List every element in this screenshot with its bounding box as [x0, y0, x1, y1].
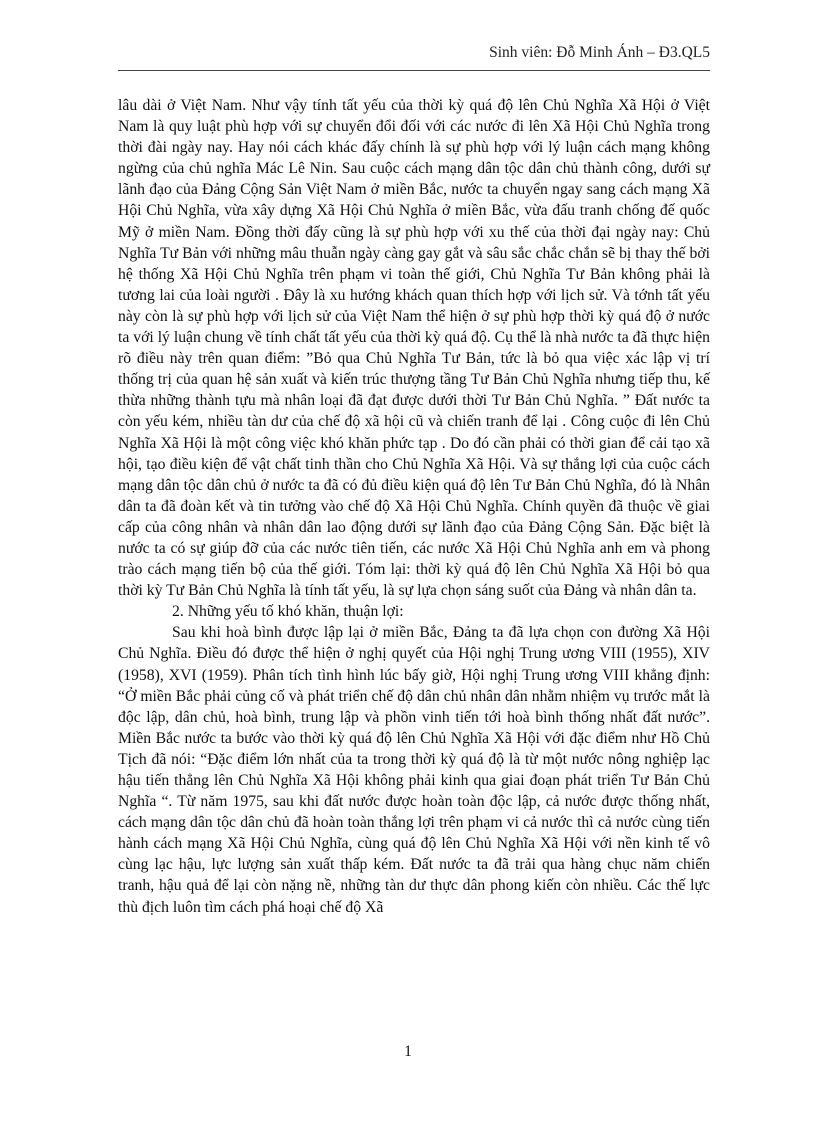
header-divider: [118, 70, 710, 71]
paragraph-continuation: lâu dài ở Việt Nam. Như vậy tính tất yếu của thời kỳ quá độ lên Chủ Nghĩa Xã Hội ở Việt Nam là quy luật phù hợp với sự chuyển đổi đối với các nước đi lên Xã Hội Chủ Nghĩa trong thời đài ngày nay. Hay nói cách khác đấy chính là sự phù hợp với lý luận cách mạng không ngừng của chủ nghĩa Mác Lê Nin. Sau cuộc cách mạng dân tộc dân chủ thành công, dưới sự lãnh đạo của Đảng Cộng Sản Việt Nam ở miền Bắc, nước ta chuyển ngay sang cách mạng Xã Hội Chủ Nghĩa, vừa xây dựng Xã Hội Chủ Nghĩa ở miền Bắc, vừa đấu tranh chống đế quốc Mỹ ở miền Nam. Đồng thời đấy cũng là sự phù hợp với xu thế của thời đại ngày nay: Chủ Nghĩa Tư Bản với những mâu thuẫn ngày càng gay gắt và sâu sắc chắc chắn sẽ bị thay thế bởi hệ thống Xã Hội Chủ Nghĩa trên phạm vi toàn thế giới, Chủ Nghĩa Tư Bản không phải là tương lai của loài người . Đây là xu hướng khách quan thích hợp với lịch sử. Và tớnh tất yếu này còn là sự phù hợp với lịch sử của Việt Nam thể hiện ở sự phù hợp thời kỳ quá độ ở nước ta với lý luận chung về tính chất tất yếu của thời kỳ quá độ. Cụ thể là nhà nước ta đã thực hiện rõ điều này trên quan điểm: ”Bỏ qua Chủ Nghĩa Tư Bản, tức là bỏ qua việc xác lập vị trí thống trị của quan hệ sản xuất và kiến trúc thượng tầng Tư Bản Chủ Nghĩa nhưng tiếp thu, kế thừa những thành tựu mà nhân loại đã đạt được dưới thời Tư Bản Chủ Nghĩa. ” Đất nước ta còn yếu kém, nhiều tàn dư của chế độ xã hội cũ và chiến tranh để lại . Công cuộc đi lên Chủ Nghĩa Xã Hội là một công việc khó khăn phức tạp . Do đó cần phải có thời gian để cải tạo xã hội, tạo điều kiện để vật chất tinh thần cho Chủ Nghĩa Xã Hội. Và sự thắng lợi của cuộc cách mạng dân tộc dân chủ ở nước ta đã có đủ điều kiện quá độ lên Tư Bản Chủ Nghĩa, đó là Nhân dân ta đã đoàn kết và tin tưởng vào chế độ Xã Hội Chủ Nghĩa. Chính quyền đã thuộc về giai cấp của công nhân và nhân dân lao động dưới sự lãnh đạo của Đảng Cộng Sản. Đặc biệt là nước ta có sự giúp đỡ của các nước tiên tiến, các nước Xã Hội Chủ Nghĩa anh em và phong trào cách mạng tiến bộ của thế giới. Tóm lại: thời kỳ quá độ lên Chủ Nghĩa Xã Hội bỏ qua thời kỳ Tư Bản Chủ Nghĩa là tính tất yếu, là sự lựa chọn sáng suốt của Đảng và nhân dân ta.: [118, 97, 710, 600]
section-heading: 2. Những yếu tố khó khăn, thuận lợi:: [172, 603, 404, 621]
page-header: Sinh viên: Đỗ Minh Ánh – Đ3.QL5: [489, 44, 710, 61]
paragraph: Sau khi hoà bình được lập lại ở miền Bắc, Đảng ta đã lựa chọn con đường Xã Hội Chủ Nghĩa. Điều đó được thể hiện ở nghị quyết của Hội nghị Trung ương VIII (1955), XIV (1958), XVI (1959). Phân tích tình hình lúc bấy giờ, Hội nghị Trung ương VIII khẳng định: “Ở miền Bắc phải củng cố và phát triển chế độ dân chủ nhân dân nhằm nhiệm vụ trước mắt là độc lập, dân chủ, hoà bình, trung lập và phồn vinh tiến tới hoà bình thống nhất đất nước”. Miền Bắc nước ta bước vào thời kỳ quá độ lên Chủ Nghĩa Xã Hội với đặc điểm như Hồ Chủ Tịch đã nói: “Đặc điểm lớn nhất của ta trong thời kỳ quá độ là từ một nước nông nghiệp lạc hậu tiến thẳng lên Chủ Nghĩa Xã Hội không phải kinh qua giai đoạn phát triển Tư Bản Chủ Nghĩa “. Từ năm 1975, sau khi đất nước được hoàn toàn độc lập, cả nước được thống nhất, cách mạng dân tộc dân chủ đã hoàn toàn thắng lợi trên phạm vi cả nước thì cả nước cùng tiến hành cách mạng Xã Hội Chủ Nghĩa, cùng quá độ lên Chủ Nghĩa Xã Hội với nền kinh tế vô cùng lạc hậu, lực lượng sản xuất thấp kém. Đất nước ta đã trải qua hàng chục năm chiến tranh, hậu quả để lại còn nặng nề, những tàn dư thực dân phong kiến còn nhiều. Các thế lực thù địch luôn tìm cách phá hoại chế độ Xã: [118, 624, 710, 916]
page-number: 1: [404, 1043, 412, 1060]
document-body: [118, 95, 710, 918]
